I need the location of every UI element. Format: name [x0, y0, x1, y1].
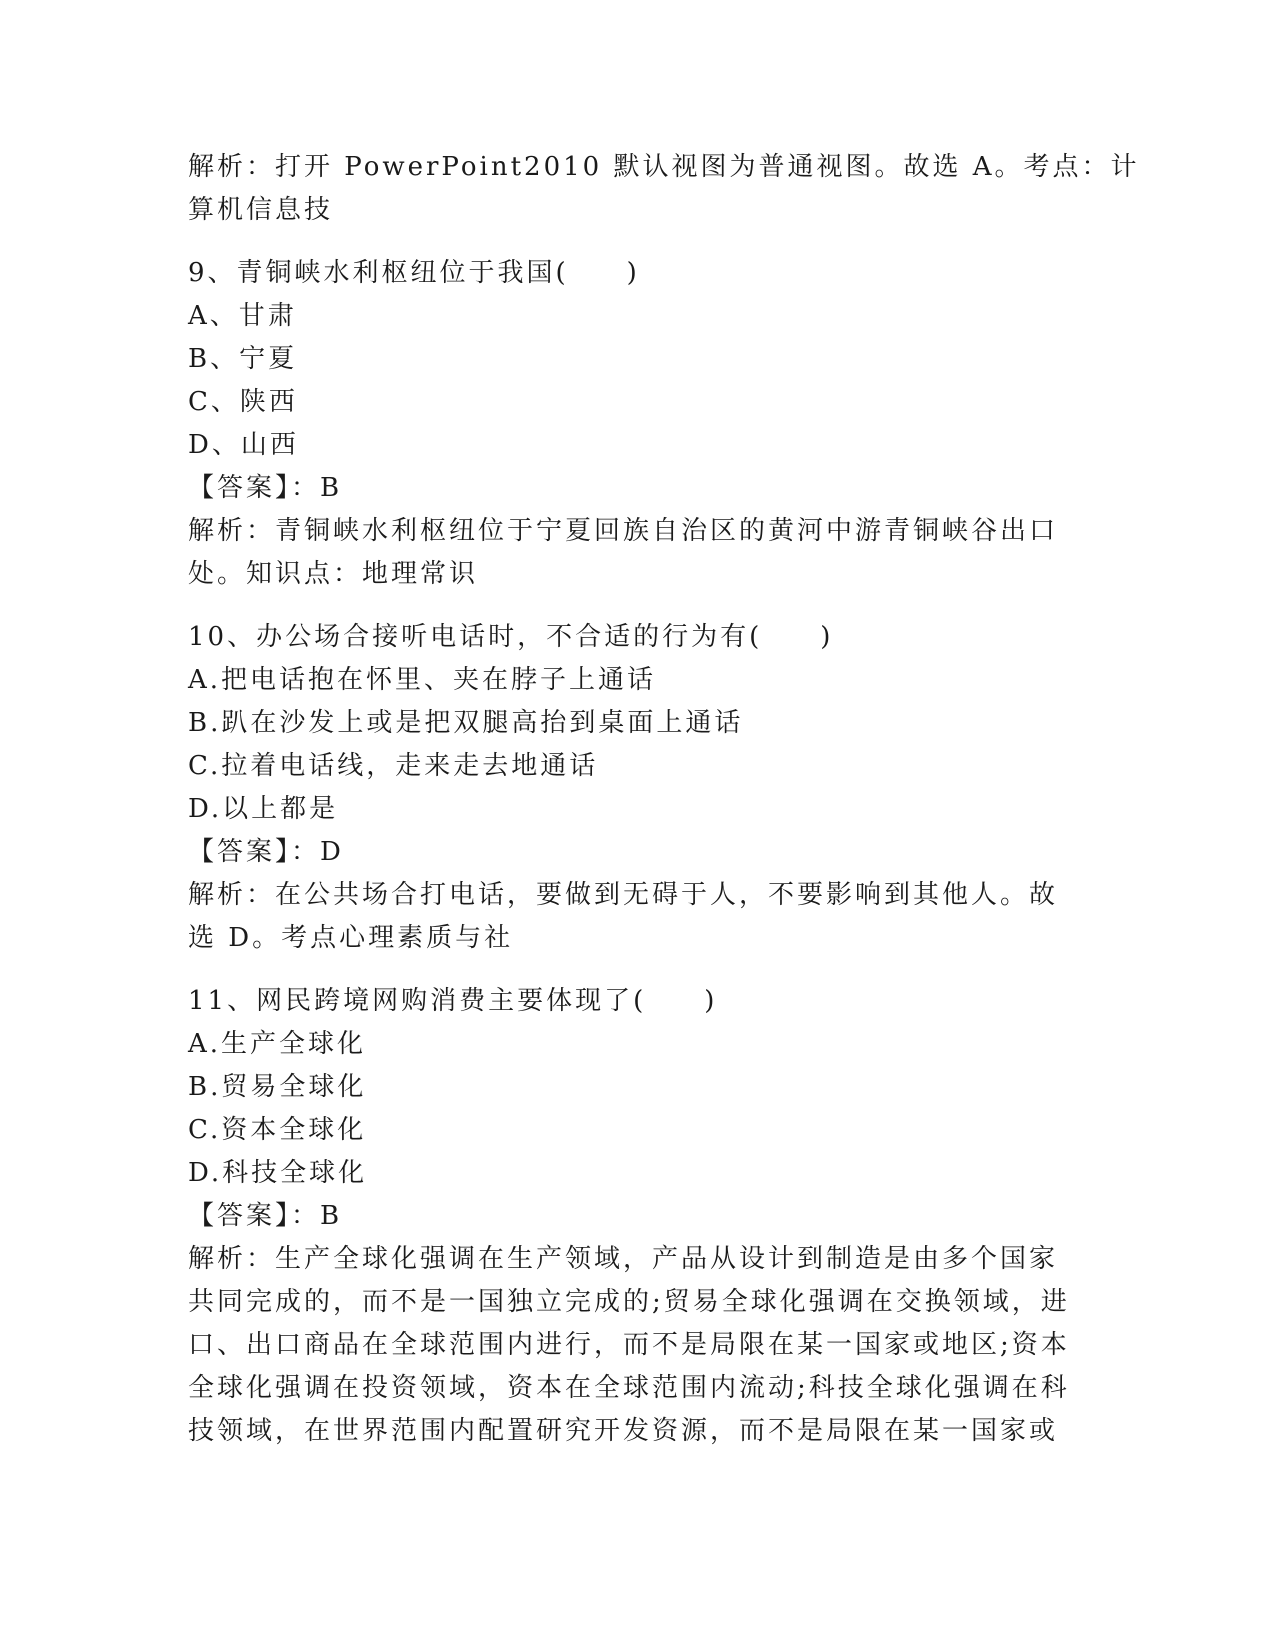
question-10-answer: 【答案】：D	[188, 837, 344, 867]
question-9-option-a: A、甘肃	[188, 301, 297, 331]
paragraph-gap	[188, 232, 1088, 252]
question-11-option-d: D.科技全球化	[188, 1158, 368, 1188]
question-11-title: 11、网民跨境网购消费主要体现了( )	[188, 986, 718, 1016]
question-11-analysis: 共同完成的，而不是一国独立完成的;贸易全球化强调在交换领域，进	[188, 1287, 1070, 1317]
question-10-option-a: A.把电话抱在怀里、夹在脖子上通话	[188, 665, 657, 695]
question-9-option-c: C、陕西	[188, 387, 298, 417]
question-10-option-b: B.趴在沙发上或是把双腿高抬到桌面上通话	[188, 708, 744, 738]
question-11-analysis: 技领域，在世界范围内配置研究开发资源，而不是局限在某一国家或	[188, 1416, 1059, 1446]
question-11-answer: 【答案】：B	[188, 1201, 343, 1231]
question-9-title: 9、青铜峡水利枢纽位于我国( )	[188, 258, 640, 288]
text-line: 解析：打开 PowerPoint2010 默认视图为普通视图。故选 A。考点：计	[188, 152, 1140, 182]
question-10-option-d: D.以上都是	[188, 794, 339, 824]
paragraph-gap	[188, 960, 1088, 980]
text-line: 算机信息技	[188, 195, 334, 225]
question-9-analysis: 解析：青铜峡水利枢纽位于宁夏回族自治区的黄河中游青铜峡谷出口	[188, 516, 1059, 546]
paragraph-gap	[188, 596, 1088, 616]
question-9-option-d: D、山西	[188, 430, 299, 460]
question-10-analysis: 选 D。考点心理素质与社	[188, 923, 514, 953]
question-9-answer: 【答案】：B	[188, 473, 343, 503]
question-9-analysis: 处。知识点：地理常识	[188, 559, 479, 589]
question-9-option-b: B、宁夏	[188, 344, 298, 374]
question-11-analysis: 解析：生产全球化强调在生产领域，产品从设计到制造是由多个国家	[188, 1244, 1059, 1274]
question-11-option-b: B.贸易全球化	[188, 1072, 367, 1102]
document-page	[188, 146, 1140, 1453]
question-10-title: 10、办公场合接听电话时，不合适的行为有( )	[188, 622, 834, 652]
question-11-option-c: C.资本全球化	[188, 1115, 367, 1145]
question-10-analysis: 解析：在公共场合打电话，要做到无碍于人，不要影响到其他人。故	[188, 880, 1059, 910]
question-11-analysis: 口、出口商品在全球范围内进行，而不是局限在某一国家或地区;资本	[188, 1330, 1070, 1360]
question-10-option-c: C.拉着电话线，走来走去地通话	[188, 751, 599, 781]
question-11-analysis: 全球化强调在投资领域，资本在全球范围内流动;科技全球化强调在科	[188, 1373, 1070, 1403]
question-11-option-a: A.生产全球化	[188, 1029, 367, 1059]
